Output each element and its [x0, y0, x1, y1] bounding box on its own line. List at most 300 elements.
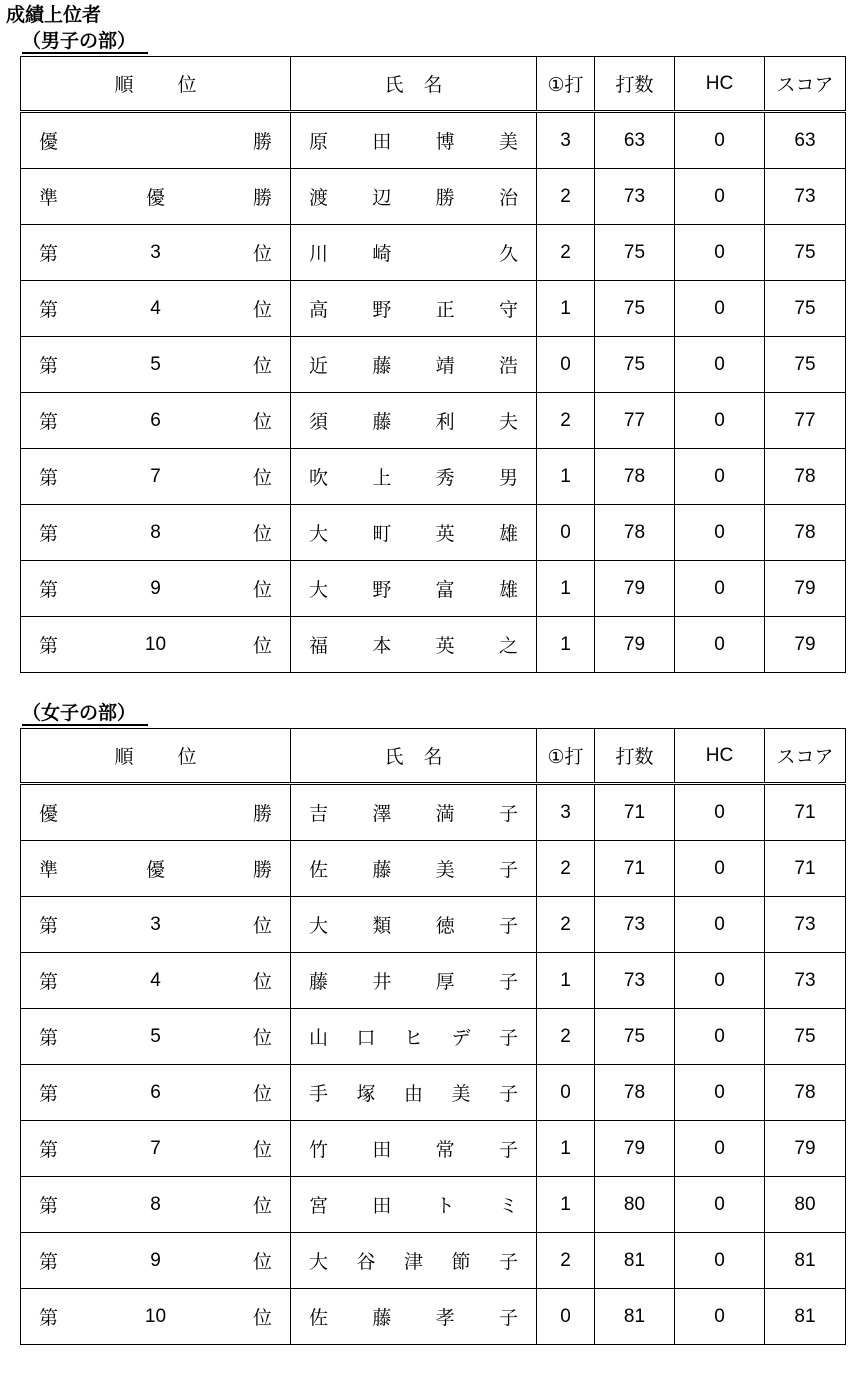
rank-part: 第: [39, 523, 59, 545]
rank-part: 8: [150, 521, 161, 543]
strokes-cell: 78: [595, 1065, 675, 1121]
name-char: 子: [498, 1027, 518, 1049]
strokes-cell: 73: [595, 169, 675, 225]
rank-cell: [21, 225, 291, 281]
name-char: 英: [435, 635, 455, 657]
rank-part: 勝: [252, 803, 272, 825]
score-cell: 71: [765, 841, 846, 897]
rank-cell: [21, 561, 291, 617]
name-cell: [291, 1233, 537, 1289]
rank-part: 9: [150, 1249, 161, 1271]
name-cell: [291, 337, 537, 393]
first-hole-cell: 1: [537, 449, 595, 505]
hc-cell: 0: [675, 505, 765, 561]
strokes-cell: 81: [595, 1289, 675, 1345]
name-char: 子: [498, 971, 518, 993]
first-hole-cell: 2: [537, 897, 595, 953]
name-char: 辺: [372, 187, 392, 209]
score-cell: 78: [765, 1065, 846, 1121]
name-char: 田: [372, 131, 392, 153]
score-cell: 80: [765, 1177, 846, 1233]
name-cell: [291, 617, 537, 673]
name-char: 野: [372, 579, 392, 601]
rank-part: 第: [39, 1251, 59, 1273]
score-cell: 79: [765, 561, 846, 617]
name-char: 山: [309, 1027, 329, 1049]
name-char: 子: [498, 1307, 518, 1329]
hc-cell: 0: [675, 169, 765, 225]
name-char: 藤: [372, 411, 392, 433]
table-row: [21, 505, 846, 561]
rank-part: 位: [252, 467, 272, 489]
table-row: [21, 1121, 846, 1177]
hc-cell: 0: [675, 897, 765, 953]
hc-cell: 0: [675, 225, 765, 281]
header-row: [21, 57, 846, 112]
rank-part: 第: [39, 299, 59, 321]
name-char: 子: [498, 1083, 518, 1105]
name-cell: [291, 953, 537, 1009]
name-char: 藤: [309, 971, 329, 993]
name-char: 常: [435, 1139, 455, 1161]
hc-cell: 0: [675, 449, 765, 505]
name-cell: [291, 505, 537, 561]
name-cell: [291, 897, 537, 953]
name-char: 澤: [372, 803, 392, 825]
name-char: 雄: [498, 579, 518, 601]
name-char: 子: [498, 803, 518, 825]
strokes-cell: 71: [595, 784, 675, 841]
rank-cell: [21, 1121, 291, 1177]
rank-part: 位: [252, 1195, 272, 1217]
rank-header-char: 位: [177, 74, 197, 96]
first-hole-cell: 0: [537, 505, 595, 561]
men-results-table: [20, 56, 846, 673]
strokes-cell: 80: [595, 1177, 675, 1233]
hc-header: HC: [675, 729, 765, 784]
first-hole-header: ①打: [537, 729, 595, 784]
rank-part: 第: [39, 1195, 59, 1217]
score-cell: 73: [765, 953, 846, 1009]
rank-part: 位: [252, 243, 272, 265]
strokes-cell: 79: [595, 561, 675, 617]
rank-part: 位: [252, 579, 272, 601]
strokes-cell: 77: [595, 393, 675, 449]
name-char: 渡: [309, 187, 329, 209]
rank-part: 3: [150, 241, 161, 263]
table-row: [21, 1009, 846, 1065]
name-char: 宮: [309, 1195, 329, 1217]
strokes-cell: 81: [595, 1233, 675, 1289]
header-row: [21, 729, 846, 784]
rank-part: 優: [145, 860, 165, 881]
page-title: 成績上位者: [6, 4, 102, 26]
rank-part: 位: [252, 1027, 272, 1049]
rank-part: 3: [150, 913, 161, 935]
hc-cell: 0: [675, 561, 765, 617]
name-char: 藤: [372, 859, 392, 881]
name-char: 藤: [372, 1307, 392, 1329]
rank-part: 位: [252, 1083, 272, 1105]
first-hole-cell: 1: [537, 953, 595, 1009]
name-char: 大: [309, 915, 329, 937]
rank-part: 位: [252, 1307, 272, 1329]
rank-part: 位: [252, 635, 272, 657]
hc-cell: 0: [675, 617, 765, 673]
score-cell: 75: [765, 337, 846, 393]
name-char: 男: [498, 467, 518, 489]
table-row: [21, 784, 846, 841]
rank-part: 第: [39, 1139, 59, 1161]
name-header-char: 氏: [384, 746, 404, 768]
name-char: 勝: [435, 187, 455, 209]
name-char: 近: [309, 355, 329, 377]
table-row: [21, 112, 846, 169]
name-char: 富: [435, 579, 455, 601]
first-hole-cell: 1: [537, 1121, 595, 1177]
strokes-cell: 71: [595, 841, 675, 897]
hc-cell: 0: [675, 953, 765, 1009]
table-row: [21, 1233, 846, 1289]
score-cell: 75: [765, 281, 846, 337]
name-char: 崎: [372, 243, 392, 265]
first-hole-header: ①打: [537, 57, 595, 112]
rank-part: 第: [39, 915, 59, 937]
table-row: [21, 449, 846, 505]
name-cell: [291, 169, 537, 225]
table-row: [21, 225, 846, 281]
first-hole-cell: 3: [537, 112, 595, 169]
hc-cell: 0: [675, 1289, 765, 1345]
score-cell: 73: [765, 897, 846, 953]
table-row: [21, 953, 846, 1009]
name-char: 佐: [309, 859, 329, 881]
rank-part: 4: [150, 969, 161, 991]
name-char: 英: [435, 523, 455, 545]
hc-cell: 0: [675, 281, 765, 337]
rank-part: 位: [252, 355, 272, 377]
rank-cell: [21, 505, 291, 561]
name-header: [291, 729, 537, 784]
name-header-char: 氏: [384, 74, 404, 96]
first-hole-cell: 0: [537, 1065, 595, 1121]
rank-part: 4: [150, 297, 161, 319]
name-char: 子: [498, 1251, 518, 1273]
rank-header: [21, 57, 291, 112]
score-header: スコア: [765, 57, 846, 112]
hc-cell: 0: [675, 1121, 765, 1177]
rank-part: 7: [150, 465, 161, 487]
name-char: 守: [498, 299, 518, 321]
table-row: [21, 169, 846, 225]
first-hole-cell: 2: [537, 225, 595, 281]
table-row: [21, 1065, 846, 1121]
strokes-cell: 78: [595, 449, 675, 505]
strokes-cell: 73: [595, 953, 675, 1009]
name-char: 博: [435, 131, 455, 153]
score-cell: 81: [765, 1233, 846, 1289]
name-cell: [291, 841, 537, 897]
name-header-char: 名: [423, 74, 443, 96]
women-section-title: （女子の部）: [22, 702, 148, 726]
rank-part: 位: [252, 299, 272, 321]
name-cell: [291, 449, 537, 505]
name-char: 竹: [309, 1139, 329, 1161]
name-cell: [291, 1065, 537, 1121]
rank-cell: [21, 112, 291, 169]
rank-header-char: 位: [177, 746, 197, 768]
name-char: 靖: [435, 355, 455, 377]
rank-cell: [21, 897, 291, 953]
name-char: 厚: [435, 971, 455, 993]
rank-cell: [21, 1009, 291, 1065]
name-char: 佐: [309, 1307, 329, 1329]
first-hole-cell: 1: [537, 1177, 595, 1233]
name-cell: [291, 225, 537, 281]
rank-part: 第: [39, 1307, 59, 1329]
hc-cell: 0: [675, 393, 765, 449]
rank-cell: [21, 281, 291, 337]
name-char: 高: [309, 299, 329, 321]
score-cell: 75: [765, 1009, 846, 1065]
strokes-header: 打数: [595, 57, 675, 112]
first-hole-cell: 3: [537, 784, 595, 841]
strokes-header: 打数: [595, 729, 675, 784]
rank-part: 第: [39, 971, 59, 993]
name-cell: [291, 112, 537, 169]
name-cell: [291, 1121, 537, 1177]
rank-part: 位: [252, 411, 272, 433]
table-row: [21, 393, 846, 449]
name-char: 口: [356, 1027, 376, 1049]
hc-cell: 0: [675, 1233, 765, 1289]
name-char: 野: [372, 299, 392, 321]
rank-part: 位: [252, 915, 272, 937]
table-row: [21, 337, 846, 393]
rank-cell: [21, 169, 291, 225]
rank-cell: [21, 784, 291, 841]
score-cell: 79: [765, 617, 846, 673]
name-char: 治: [498, 187, 518, 209]
name-char: 正: [435, 299, 455, 321]
name-char: 久: [498, 243, 518, 265]
score-cell: 75: [765, 225, 846, 281]
rank-part: 位: [252, 523, 272, 545]
name-char: 谷: [356, 1251, 376, 1273]
first-hole-cell: 2: [537, 1009, 595, 1065]
strokes-cell: 75: [595, 281, 675, 337]
rank-part: 10: [144, 633, 167, 655]
rank-cell: [21, 953, 291, 1009]
score-cell: 73: [765, 169, 846, 225]
score-header: スコア: [765, 729, 846, 784]
hc-cell: 0: [675, 112, 765, 169]
table-row: [21, 281, 846, 337]
name-char: 雄: [498, 523, 518, 545]
first-hole-cell: 1: [537, 281, 595, 337]
name-char: 須: [309, 411, 329, 433]
name-char: 子: [498, 1139, 518, 1161]
hc-cell: 0: [675, 841, 765, 897]
name-char: 田: [372, 1195, 392, 1217]
rank-part: 5: [150, 1025, 161, 1047]
first-hole-cell: 1: [537, 561, 595, 617]
rank-part: 位: [252, 971, 272, 993]
name-char: 美: [498, 131, 518, 153]
table-row: [21, 897, 846, 953]
name-char: 川: [309, 243, 329, 265]
rank-cell: [21, 1289, 291, 1345]
rank-cell: [21, 1065, 291, 1121]
rank-part: 6: [150, 409, 161, 431]
hc-cell: 0: [675, 1065, 765, 1121]
score-cell: 79: [765, 1121, 846, 1177]
rank-cell: [21, 841, 291, 897]
name-cell: [291, 1289, 537, 1345]
rank-part: 第: [39, 1027, 59, 1049]
name-char: 子: [498, 859, 518, 881]
name-char: 吹: [309, 467, 329, 489]
name-char: 秀: [435, 467, 455, 489]
name-char: 福: [309, 635, 329, 657]
rank-part: 10: [144, 1305, 167, 1327]
name-char: 井: [372, 971, 392, 993]
name-char: 塚: [356, 1083, 376, 1105]
table-row: [21, 617, 846, 673]
strokes-cell: 63: [595, 112, 675, 169]
table-row: [21, 1177, 846, 1233]
name-char: 吉: [309, 803, 329, 825]
score-cell: 71: [765, 784, 846, 841]
score-cell: 78: [765, 449, 846, 505]
table-row: [21, 561, 846, 617]
name-header: [291, 57, 537, 112]
rank-part: 8: [150, 1193, 161, 1215]
name-char: 由: [403, 1083, 423, 1105]
rank-part: 位: [252, 1139, 272, 1161]
rank-part: 準: [39, 187, 59, 209]
rank-part: 第: [39, 243, 59, 265]
rank-header-char: 順: [114, 746, 134, 768]
score-cell: 78: [765, 505, 846, 561]
rank-part: 第: [39, 467, 59, 489]
name-char: 節: [451, 1251, 471, 1273]
name-char: 藤: [372, 355, 392, 377]
name-header-char: 名: [423, 746, 443, 768]
name-char: ミ: [498, 1195, 518, 1217]
rank-part: 準: [39, 859, 59, 881]
name-char: 子: [498, 915, 518, 937]
name-char: 大: [309, 579, 329, 601]
strokes-cell: 75: [595, 1009, 675, 1065]
strokes-cell: 75: [595, 337, 675, 393]
women-results-table: [20, 728, 846, 1345]
hc-cell: 0: [675, 1177, 765, 1233]
name-char: 満: [435, 803, 455, 825]
first-hole-cell: 2: [537, 1233, 595, 1289]
rank-part: 位: [252, 1251, 272, 1273]
rank-part: 第: [39, 355, 59, 377]
name-char: 類: [372, 915, 392, 937]
name-cell: [291, 784, 537, 841]
name-char: 利: [435, 411, 455, 433]
name-char: 大: [309, 1251, 329, 1273]
name-char: 本: [372, 635, 392, 657]
hc-cell: 0: [675, 784, 765, 841]
rank-part: 優: [145, 188, 165, 209]
name-cell: [291, 393, 537, 449]
first-hole-cell: 0: [537, 1289, 595, 1345]
rank-part: 6: [150, 1081, 161, 1103]
name-char: 之: [498, 635, 518, 657]
rank-cell: [21, 337, 291, 393]
rank-part: 優: [39, 131, 59, 153]
name-cell: [291, 281, 537, 337]
name-char: 大: [309, 523, 329, 545]
strokes-cell: 79: [595, 617, 675, 673]
rank-part: 7: [150, 1137, 161, 1159]
hc-cell: 0: [675, 337, 765, 393]
name-char: 田: [372, 1139, 392, 1161]
score-cell: 81: [765, 1289, 846, 1345]
rank-part: 第: [39, 411, 59, 433]
name-char: 孝: [435, 1307, 455, 1329]
rank-part: 5: [150, 353, 161, 375]
rank-cell: [21, 617, 291, 673]
strokes-cell: 78: [595, 505, 675, 561]
name-char: 津: [403, 1251, 423, 1273]
rank-part: 勝: [252, 187, 272, 209]
strokes-cell: 79: [595, 1121, 675, 1177]
name-char: デ: [451, 1027, 471, 1049]
rank-part: 勝: [252, 859, 272, 881]
first-hole-cell: 0: [537, 337, 595, 393]
rank-part: 勝: [252, 131, 272, 153]
name-cell: [291, 1009, 537, 1065]
name-char: ト: [435, 1195, 455, 1217]
rank-cell: [21, 1233, 291, 1289]
name-char: 美: [451, 1083, 471, 1105]
name-char: 徳: [435, 915, 455, 937]
name-char: 原: [309, 131, 329, 153]
rank-part: 第: [39, 635, 59, 657]
name-char: 町: [372, 523, 392, 545]
men-section-title: （男子の部）: [22, 30, 148, 54]
score-cell: 77: [765, 393, 846, 449]
name-char: 手: [309, 1083, 329, 1105]
table-row: [21, 841, 846, 897]
strokes-cell: 73: [595, 897, 675, 953]
first-hole-cell: 2: [537, 841, 595, 897]
rank-header: [21, 729, 291, 784]
rank-header-char: 順: [114, 74, 134, 96]
name-char: 上: [372, 467, 392, 489]
name-cell: [291, 561, 537, 617]
name-cell: [291, 1177, 537, 1233]
hc-header: HC: [675, 57, 765, 112]
rank-cell: [21, 1177, 291, 1233]
table-row: [21, 1289, 846, 1345]
name-char: ヒ: [403, 1027, 423, 1049]
rank-part: 第: [39, 1083, 59, 1105]
rank-cell: [21, 449, 291, 505]
hc-cell: 0: [675, 1009, 765, 1065]
name-char: 美: [435, 859, 455, 881]
score-cell: 63: [765, 112, 846, 169]
rank-part: 優: [39, 803, 59, 825]
first-hole-cell: 2: [537, 393, 595, 449]
strokes-cell: 75: [595, 225, 675, 281]
